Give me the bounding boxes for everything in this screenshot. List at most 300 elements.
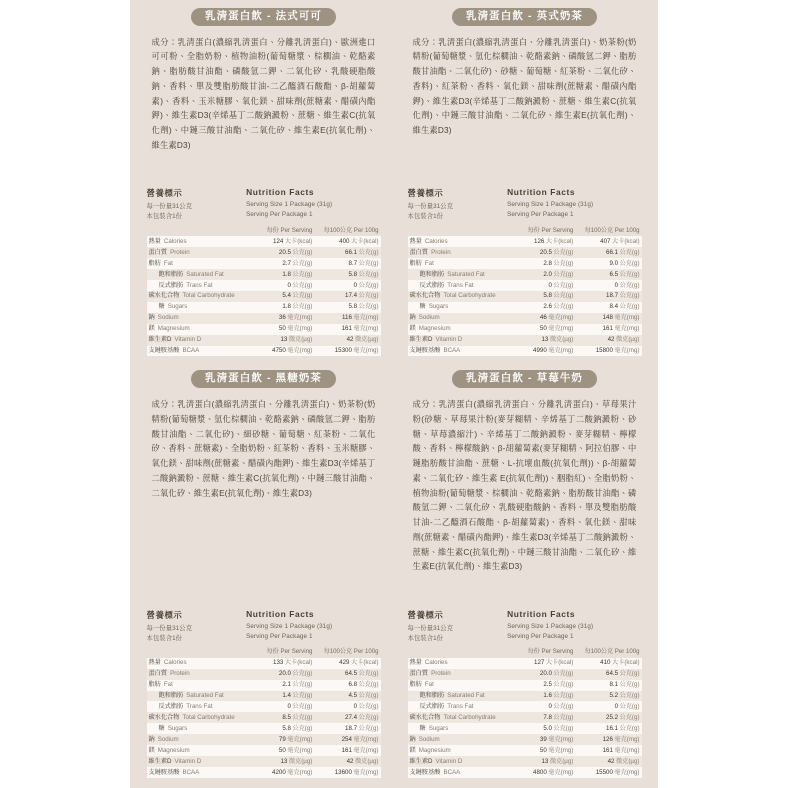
nutrient-name-cell <box>408 712 510 723</box>
nutrient-name-en: Vitamin D <box>435 757 463 765</box>
per-serving-unit: 公克(g) <box>553 713 574 721</box>
nutrition-facts-header <box>147 187 381 222</box>
per-serving-number: 5.4 <box>282 292 291 300</box>
per-serving-unit: 公克(g) <box>553 292 574 300</box>
nutrient-name-cn: 鈉 <box>148 735 155 743</box>
nutrient-name-cn: 鎂 <box>409 746 416 754</box>
per-serving-unit: 公克(g) <box>292 303 313 311</box>
nutrition-row <box>408 346 642 357</box>
product-panel <box>401 8 648 360</box>
per-100g-number: 42 <box>607 336 615 344</box>
facts-title-cn: 營養標示 <box>146 188 183 199</box>
per-100g-number: 5.2 <box>609 692 619 700</box>
nutrition-row <box>408 291 642 302</box>
per-100g-value-cell <box>575 269 641 280</box>
per-100g-unit: 毫克(mg) <box>353 347 379 355</box>
per-serving-value-cell <box>248 767 314 778</box>
per-serving-value-cell <box>509 669 575 680</box>
nutrient-name-en: Saturated Fat <box>186 270 224 278</box>
nutrition-table <box>408 646 642 778</box>
nutrient-name-cell <box>147 236 249 247</box>
per-serving-value-cell <box>509 236 575 247</box>
nutrient-name-cn: 蛋白質 <box>148 670 168 678</box>
per-serving-number: 50 <box>278 746 286 754</box>
nutrient-name-cell <box>408 269 510 280</box>
per-serving-number: 0 <box>287 703 291 711</box>
per-100g-value-cell <box>314 691 380 702</box>
nutrient-name-cell <box>147 258 249 269</box>
product-panel <box>401 370 648 782</box>
per-serving-value-cell <box>248 313 314 324</box>
product-title-badge: 乳清蛋白飲 - 英式奶茶 <box>452 8 597 26</box>
per-serving-number: 2.0 <box>543 270 552 278</box>
per-100g-number: 410 <box>600 659 611 667</box>
per-100g-value-cell <box>314 258 380 269</box>
per-serving-unit: 公克(g) <box>292 713 313 721</box>
nutrition-row <box>408 767 642 778</box>
per-100g-value-cell <box>314 767 380 778</box>
per-100g-number: 4.5 <box>348 692 358 700</box>
per-100g-unit: 公克(g) <box>358 303 379 311</box>
per-serving-value-cell <box>509 302 575 313</box>
nutrient-name-en: Total Carbohydrate <box>443 713 496 721</box>
nutrition-row <box>147 691 381 702</box>
nutrition-row <box>147 734 381 745</box>
per-100g-unit: 公克(g) <box>619 681 640 689</box>
per-serving-value-cell <box>509 335 575 346</box>
nutrient-name-en: Sugars <box>167 303 188 311</box>
per-100g-number: 126 <box>602 735 613 743</box>
nutrition-row <box>147 346 381 357</box>
per-serving-number: 126 <box>534 237 545 245</box>
per-serving-value-cell <box>248 734 314 745</box>
per-100g-value-cell <box>314 701 380 712</box>
nutrition-row <box>147 701 381 712</box>
nutrition-row <box>147 712 381 723</box>
nutrition-row <box>147 767 381 778</box>
per-100g-number: 407 <box>600 237 611 245</box>
per-serving-unit: 公克(g) <box>553 724 574 732</box>
per-100g-number: 161 <box>602 746 613 754</box>
per-serving-value-cell <box>248 723 314 734</box>
per-serving-unit: 毫克(mg) <box>287 314 313 322</box>
nutrition-row <box>147 247 381 258</box>
per-100g-unit: 公克(g) <box>358 248 379 256</box>
per-100g-value-cell <box>575 247 641 258</box>
serving-size-en: Serving Size 1 Package (31g) <box>246 622 333 630</box>
nutrient-name-cell <box>147 756 249 767</box>
nutrient-name-cell <box>408 701 510 712</box>
per-serving-unit: 大卡(kcal) <box>284 237 313 245</box>
nutrition-row <box>408 712 642 723</box>
facts-title-cn: 營養標示 <box>407 188 444 199</box>
per-serving-value-cell <box>248 302 314 313</box>
per-serving-value-cell <box>509 712 575 723</box>
per-100g-unit: 公克(g) <box>358 259 379 267</box>
nutrient-name-cell <box>408 723 510 734</box>
nutrient-name-cn: 支鏈胺基酸 <box>409 768 441 776</box>
per-serving-number: 46 <box>539 314 547 322</box>
nutrient-name-cell <box>408 280 510 291</box>
nutrition-row <box>408 658 642 669</box>
per-serving-number: 20.5 <box>278 248 291 256</box>
nutrient-name-cell <box>147 680 249 691</box>
per-serving-unit: 毫克(mg) <box>548 314 574 322</box>
nutrition-facts-header <box>408 187 642 222</box>
nutrition-row <box>408 745 642 756</box>
per-100g-value-cell <box>575 258 641 269</box>
per-serving-value-cell <box>248 745 314 756</box>
per-100g-number: 116 <box>342 314 352 322</box>
nutrition-row <box>147 258 381 269</box>
nutrient-name-en: Fat <box>163 681 173 689</box>
per-100g-number: 8.1 <box>609 681 619 689</box>
nutrition-row <box>147 302 381 313</box>
per-serving-unit: 公克(g) <box>292 724 313 732</box>
nutrient-name-cn: 飽和脂肪 <box>158 692 184 700</box>
product-title-badge: 乳清蛋白飲 - 草莓牛奶 <box>452 370 597 388</box>
nutrition-row <box>408 723 642 734</box>
per-serving-value-cell <box>248 701 314 712</box>
nutrient-name-cn: 碳水化合物 <box>409 292 441 300</box>
per-serving-value-cell <box>509 269 575 280</box>
product-title-badge: 乳清蛋白飲 - 法式可可 <box>191 8 336 26</box>
per-100g-number: 8.7 <box>348 259 358 267</box>
serving-size-cn: 每一份量31公克 <box>146 624 193 632</box>
per-100g-number: 66.1 <box>345 248 358 256</box>
nutrient-name-cn: 熱量 <box>148 659 161 667</box>
per-serving-unit: 公克(g) <box>292 248 313 256</box>
per-serving-number: 13 <box>280 757 288 765</box>
per-serving-number: 8.5 <box>282 713 291 721</box>
per-100g-value-cell <box>314 712 380 723</box>
per-100g-unit: 大卡(kcal) <box>351 237 379 245</box>
nutrient-name-en: Calories <box>163 237 187 245</box>
nutrition-row <box>408 669 642 680</box>
nutrition-row <box>408 680 642 691</box>
per-100g-unit: 公克(g) <box>358 692 379 700</box>
nutrition-row <box>147 236 381 247</box>
per-serving-unit: 公克(g) <box>292 670 313 678</box>
nutrient-name-cn: 支鏈胺基酸 <box>148 768 180 776</box>
serving-per-en: Serving Per Package 1 <box>246 211 313 219</box>
per-100g-number: 18.7 <box>606 292 619 300</box>
nutrient-name-cn: 糖 <box>419 724 426 732</box>
per-serving-value-cell <box>248 680 314 691</box>
nutrient-name-en: Saturated Fat <box>447 692 485 700</box>
nutrient-name-cell <box>408 734 510 745</box>
per-100g-number: 17.4 <box>345 292 358 300</box>
nutrient-name-cell <box>147 745 249 756</box>
per-100g-value-cell <box>314 247 380 258</box>
per-100g-value-cell <box>575 669 641 680</box>
per-100g-number: 161 <box>602 325 613 333</box>
per-serving-unit: 公克(g) <box>553 703 574 711</box>
per-serving-value-cell <box>248 658 314 669</box>
nutrient-name-cell <box>147 269 249 280</box>
per-100g-number: 0 <box>353 703 358 711</box>
per-serving-unit: 公克(g) <box>292 270 313 278</box>
nutrient-name-cell <box>408 258 510 269</box>
nutrition-row <box>408 269 642 280</box>
per-100g-header: 每100公克 Per 100g <box>323 648 379 656</box>
per-100g-unit: 毫克(mg) <box>614 325 640 333</box>
nutrient-col-blank <box>408 646 510 657</box>
per-100g-value-cell <box>575 723 641 734</box>
per-serving-value-cell <box>509 701 575 712</box>
nutrient-name-cn: 碳水化合物 <box>148 713 180 721</box>
nutrient-name-cn: 鎂 <box>409 325 416 333</box>
nutrient-name-en: Trans Fat <box>447 281 474 289</box>
per-100g-number: 400 <box>339 237 350 245</box>
nutrient-name-en: Calories <box>424 659 448 667</box>
nutrition-row <box>408 258 642 269</box>
per-100g-value-cell <box>314 291 380 302</box>
per-100g-number: 254 <box>341 735 352 743</box>
per-100g-number: 42 <box>346 757 354 765</box>
nutrient-name-cn: 糖 <box>419 303 426 311</box>
per-serving-number: 4990 <box>533 347 547 355</box>
nutrient-name-cn: 維生素D <box>148 757 172 765</box>
nutrition-row <box>147 335 381 346</box>
per-serving-value-cell <box>248 258 314 269</box>
nutrient-col-blank <box>147 225 249 236</box>
nutrient-name-cn: 維生素D <box>148 336 172 344</box>
per-serving-number: 20.0 <box>539 670 552 678</box>
nutrient-name-cn: 飽和脂肪 <box>419 270 445 278</box>
per-serving-value-cell <box>509 691 575 702</box>
per-serving-number: 79 <box>278 735 286 743</box>
nutrient-name-cell <box>408 335 510 346</box>
nutrient-name-cell <box>408 247 510 258</box>
per-100g-value-cell <box>575 346 641 357</box>
per-100g-unit: 公克(g) <box>619 259 640 267</box>
per-serving-number: 20.5 <box>539 248 552 256</box>
label-sheet <box>130 0 658 788</box>
per-serving-value-cell <box>248 669 314 680</box>
facts-title-en: Nutrition Facts <box>246 608 315 619</box>
per-100g-number: 15300 <box>334 347 352 355</box>
nutrient-name-en: Sodium <box>418 735 440 743</box>
nutrition-facts-block <box>147 609 381 778</box>
per-serving-value-cell <box>248 691 314 702</box>
per-serving-header: 每份 Per Serving <box>527 648 574 656</box>
nutrition-table <box>147 646 381 778</box>
per-100g-number: 0 <box>353 281 358 289</box>
nutrient-name-cn: 脂肪 <box>409 681 422 689</box>
nutrient-name-cell <box>147 247 249 258</box>
per-100g-value-cell <box>575 280 641 291</box>
per-serving-number: 1.8 <box>282 270 291 278</box>
per-serving-number: 39 <box>539 735 547 743</box>
per-100g-value-cell <box>314 236 380 247</box>
nutrient-name-cell <box>408 658 510 669</box>
per-100g-unit: 公克(g) <box>358 713 379 721</box>
per-100g-unit: 毫克(mg) <box>353 325 379 333</box>
per-serving-unit: 毫克(mg) <box>548 746 574 754</box>
serving-size-cn: 每一份量31公克 <box>407 624 454 632</box>
per-serving-unit: 大卡(kcal) <box>545 659 574 667</box>
per-100g-unit: 公克(g) <box>358 270 379 278</box>
nutrition-row <box>147 280 381 291</box>
nutrient-name-en: Sodium <box>157 314 179 322</box>
per-100g-value-cell <box>575 302 641 313</box>
nutrition-column-header-row <box>408 225 642 236</box>
per-100g-unit: 公克(g) <box>619 292 640 300</box>
per-serving-number: 1.6 <box>543 692 552 700</box>
per-100g-number: 161 <box>341 746 352 754</box>
nutrient-name-cn: 鈉 <box>148 314 155 322</box>
nutrient-name-en: Vitamin D <box>174 757 202 765</box>
per-100g-value-cell <box>314 269 380 280</box>
nutrient-name-cn: 維生素D <box>409 336 433 344</box>
nutrient-name-cell <box>147 291 249 302</box>
nutrient-name-cell <box>408 346 510 357</box>
per-serving-unit: 公克(g) <box>292 281 313 289</box>
nutrient-name-cell <box>408 756 510 767</box>
per-100g-unit: 公克(g) <box>619 248 640 256</box>
per-serving-number: 1.4 <box>282 692 291 700</box>
nutrition-row <box>408 280 642 291</box>
nutrient-name-cn: 鎂 <box>148 746 155 754</box>
per-100g-unit: 毫克(mg) <box>353 768 379 776</box>
nutrient-name-en: Protein <box>170 248 190 256</box>
nutrition-facts-header <box>408 609 642 644</box>
per-100g-unit: 公克(g) <box>619 692 640 700</box>
nutrient-name-cn: 維生素D <box>409 757 433 765</box>
nutrient-name-en: Vitamin D <box>174 336 202 344</box>
per-100g-number: 15800 <box>595 347 613 355</box>
per-100g-unit: 毫克(mg) <box>353 735 379 743</box>
per-100g-number: 6.8 <box>348 681 358 689</box>
nutrient-name-en: BCAA <box>443 768 461 776</box>
per-serving-header: 每份 Per Serving <box>266 226 313 234</box>
nutrient-name-cell <box>408 291 510 302</box>
nutrient-name-cn: 飽和脂肪 <box>158 270 184 278</box>
per-serving-value-cell <box>509 291 575 302</box>
nutrient-name-en: Calories <box>424 237 448 245</box>
nutrition-row <box>147 723 381 734</box>
nutrition-row <box>408 335 642 346</box>
per-serving-number: 2.6 <box>543 303 552 311</box>
per-100g-unit: 公克(g) <box>358 292 379 300</box>
per-serving-unit: 大卡(kcal) <box>284 659 313 667</box>
nutrient-name-cell <box>408 767 510 778</box>
nutrient-name-cell <box>147 335 249 346</box>
facts-title-cn: 營養標示 <box>407 609 444 620</box>
per-100g-unit: 大卡(kcal) <box>612 659 640 667</box>
nutrient-name-cn: 碳水化合物 <box>148 292 180 300</box>
ingredients-text: 成分：乳清蛋白(濃縮乳清蛋白、分離乳清蛋白)、奶茶粉(奶精粉(葡萄糖漿、氫化棕櫚油、乾酪素鈉、磷酸氫二鉀、脂肪酸甘油酯、二氧化矽)、砂糖、葡萄糖、紅茶粉、二氧化矽、香料)、紅茶粉、香料、氧化鎂、甜味劑(蔗糖素、醋磺內酯鉀)、維生素D3(辛烯基丁二酸鈉澱粉、蔗糖、維生素C(抗氧化劑)、中鏈三酸甘油酯、二氧化矽、維生素E(抗氧化劑)、維生素D3) <box>412 36 637 136</box>
per-serving-number: 13 <box>280 336 288 344</box>
per-serving-number: 13 <box>541 336 549 344</box>
per-100g-number: 6.5 <box>609 270 619 278</box>
per-100g-unit: 公克(g) <box>358 703 379 711</box>
nutrient-name-en: Magnesium <box>418 325 451 333</box>
per-serving-value-cell <box>248 346 314 357</box>
per-serving-value-cell <box>509 247 575 258</box>
per-serving-value-cell <box>248 269 314 280</box>
nutrient-name-cn: 飽和脂肪 <box>419 692 445 700</box>
per-serving-value-cell <box>248 247 314 258</box>
nutrition-facts-header <box>147 609 381 644</box>
per-serving-number: 50 <box>278 325 286 333</box>
per-serving-value-cell <box>509 734 575 745</box>
per-serving-unit: 毫克(mg) <box>548 768 574 776</box>
per-serving-number: 0 <box>548 703 552 711</box>
nutrient-name-en: BCAA <box>443 347 461 355</box>
nutrient-name-cn: 鈉 <box>409 735 416 743</box>
facts-title-cn: 營養標示 <box>146 609 183 620</box>
nutrition-column-header-row <box>147 225 381 236</box>
serving-size-cn: 每一份量31公克 <box>407 203 454 211</box>
per-100g-number: 8.4 <box>609 303 619 311</box>
per-serving-unit: 微克(µg) <box>288 336 313 344</box>
serving-size-cn: 每一份量31公克 <box>146 203 193 211</box>
per-serving-number: 2.8 <box>543 259 552 267</box>
per-100g-value-cell <box>575 236 641 247</box>
per-serving-number: 2.1 <box>282 681 291 689</box>
nutrition-table <box>408 225 642 357</box>
per-serving-unit: 公克(g) <box>553 670 574 678</box>
per-serving-value-cell <box>509 324 575 335</box>
per-100g-unit: 大卡(kcal) <box>351 659 379 667</box>
nutrient-name-en: Magnesium <box>157 746 190 754</box>
nutrient-name-cell <box>408 313 510 324</box>
per-serving-number: 50 <box>539 746 547 754</box>
serving-size-en: Serving Size 1 Package (31g) <box>507 622 594 630</box>
nutrition-row <box>147 291 381 302</box>
per-serving-unit: 毫克(mg) <box>287 325 313 333</box>
per-serving-value-cell <box>248 236 314 247</box>
nutrient-name-cell <box>408 236 510 247</box>
per-100g-unit: 毫克(mg) <box>614 735 640 743</box>
per-serving-unit: 公克(g) <box>292 692 313 700</box>
nutrient-name-en: Sodium <box>157 735 179 743</box>
nutrient-name-en: Trans Fat <box>186 703 213 711</box>
per-100g-number: 5.8 <box>348 303 358 311</box>
nutrition-table <box>147 225 381 357</box>
nutrient-name-cn: 蛋白質 <box>409 670 429 678</box>
nutrient-name-cn: 脂肪 <box>148 259 161 267</box>
facts-title-en: Nutrition Facts <box>507 187 576 198</box>
per-100g-number: 64.5 <box>606 670 619 678</box>
nutrient-name-en: Fat <box>163 259 173 267</box>
nutrient-name-en: Sugars <box>428 724 449 732</box>
product-grid <box>140 8 648 782</box>
nutrient-name-cn: 蛋白質 <box>148 248 168 256</box>
nutrition-row <box>408 247 642 258</box>
nutrient-name-cn: 鈉 <box>409 314 416 322</box>
nutrition-column-header-row <box>408 646 642 657</box>
per-serving-unit: 微克(µg) <box>549 336 574 344</box>
per-serving-unit: 公克(g) <box>292 681 313 689</box>
per-100g-unit: 毫克(mg) <box>614 314 640 322</box>
nutrient-name-cell <box>147 313 249 324</box>
per-serving-number: 5.8 <box>282 724 291 732</box>
nutrient-name-cn: 反式脂肪 <box>158 703 184 711</box>
nutrient-name-cn: 熱量 <box>148 237 161 245</box>
nutrient-name-cell <box>147 734 249 745</box>
per-100g-value-cell <box>575 701 641 712</box>
per-serving-unit: 微克(µg) <box>288 757 313 765</box>
per-100g-number: 18.7 <box>345 724 358 732</box>
per-serving-number: 13 <box>541 757 549 765</box>
per-serving-value-cell <box>248 756 314 767</box>
nutrient-name-cell <box>408 680 510 691</box>
nutrition-column-header-row <box>147 646 381 657</box>
per-100g-number: 13600 <box>334 768 352 776</box>
